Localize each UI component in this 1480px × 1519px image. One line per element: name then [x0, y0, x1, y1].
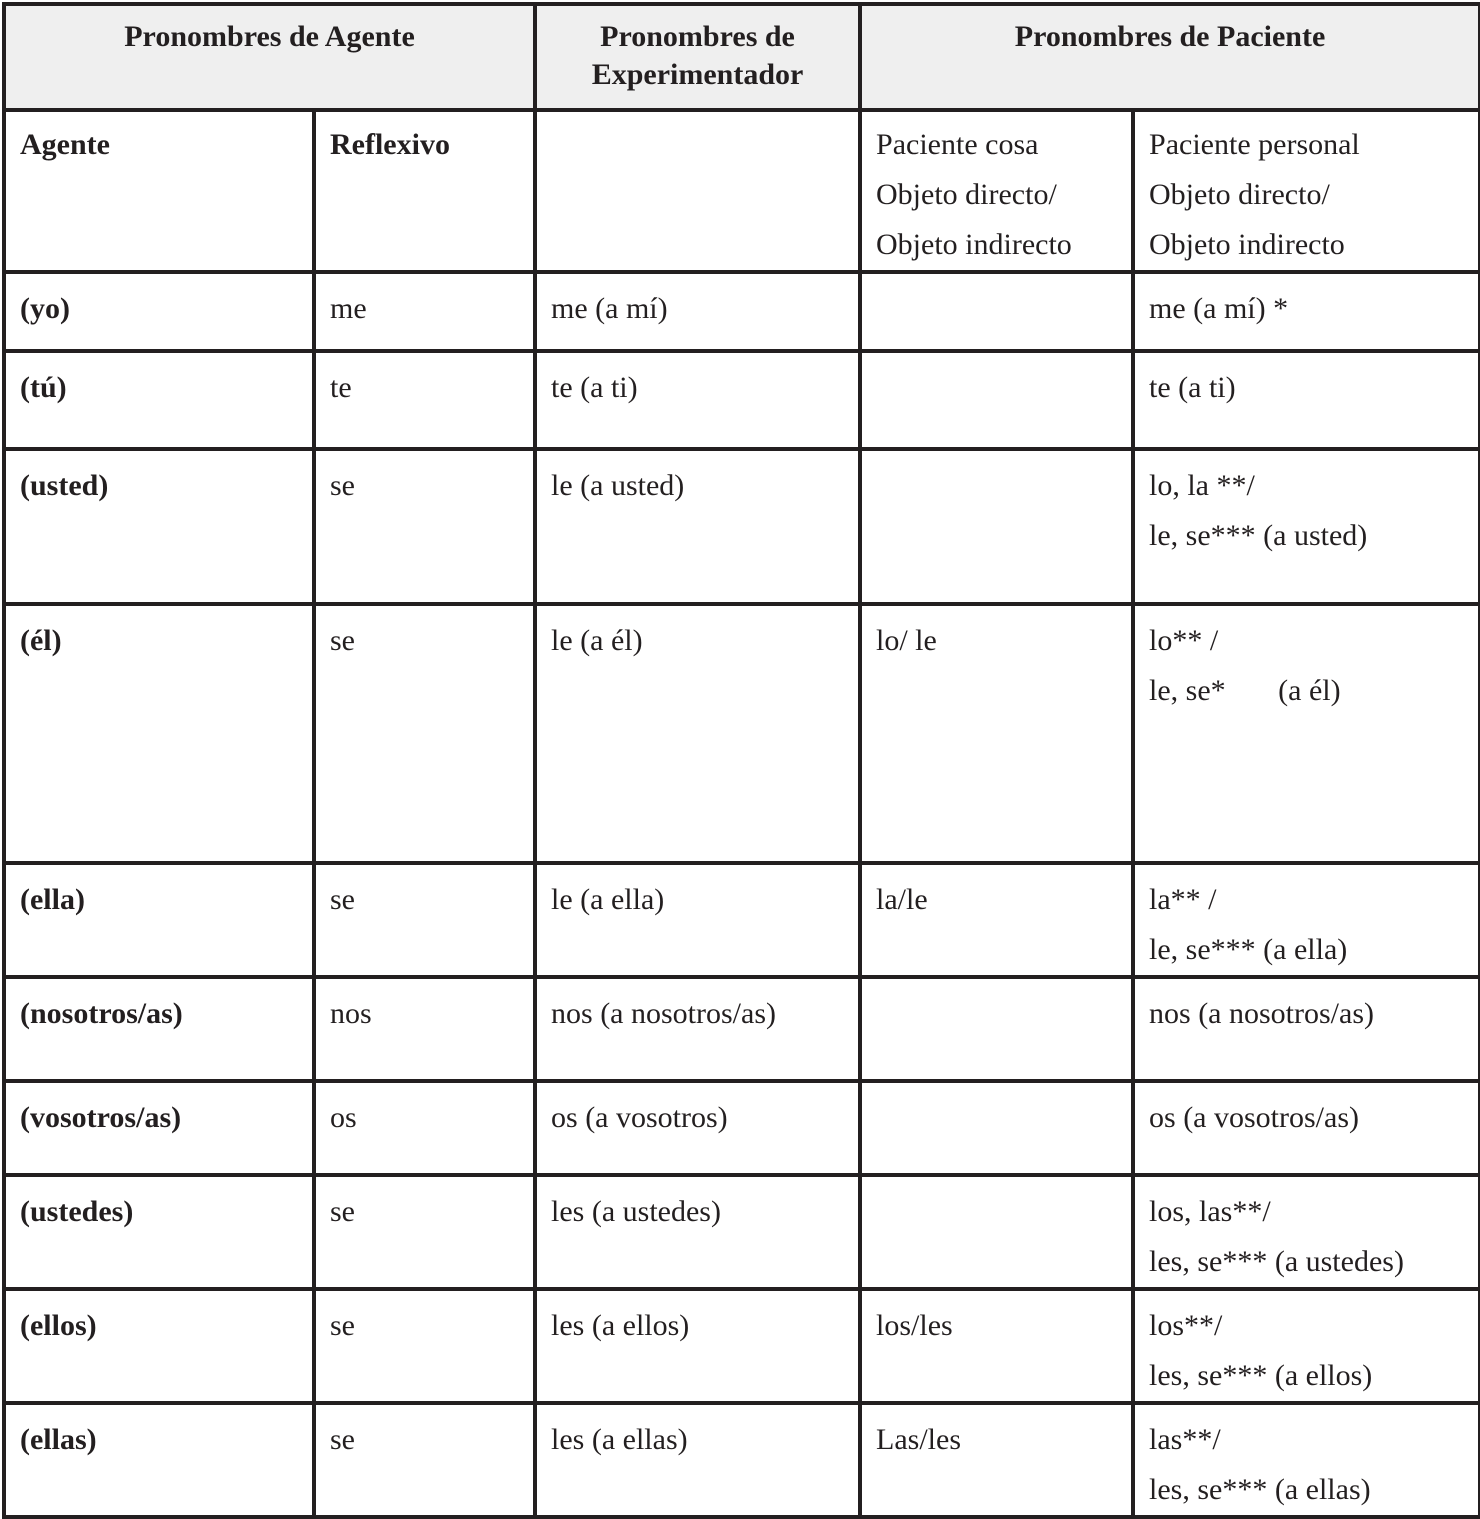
- header-paciente-cosa: [860, 110, 1133, 272]
- patient-personal-line: nos (a nosotros/as): [1149, 997, 1374, 1030]
- patient-personal-line: les, se*** (a ellos): [1149, 1359, 1373, 1392]
- header-experimentador-line1: Pronombres de: [600, 20, 795, 53]
- experiencer-cell: les (a ustedes): [535, 1175, 860, 1289]
- patient-personal-line: lo** /: [1149, 624, 1219, 657]
- patient-personal-line: les, se*** (a ellas): [1149, 1473, 1371, 1506]
- reflexive-cell: te: [314, 351, 535, 449]
- experiencer-cell: le (a ella): [535, 863, 860, 977]
- patient-personal-cell: [1133, 351, 1480, 449]
- header-experimentador-line2: Experimentador: [591, 58, 804, 91]
- patient-personal-cell: [1133, 449, 1480, 604]
- patient-personal-cell: [1133, 604, 1480, 863]
- patient-personal-line: los, las**/: [1149, 1195, 1271, 1228]
- header-reflexivo: Reflexivo: [314, 110, 535, 272]
- experiencer-cell: nos (a nosotros/as): [535, 977, 860, 1081]
- patient-thing-cell: [860, 1081, 1133, 1175]
- reflexive-cell: se: [314, 1175, 535, 1289]
- pronoun-table: [2, 2, 1480, 1519]
- patient-personal-line: os (a vosotros/as): [1149, 1101, 1359, 1134]
- patient-personal-cell: [1133, 1175, 1480, 1289]
- header-experimentador-group: [535, 4, 860, 110]
- patient-personal-line: lo, la **/: [1149, 469, 1255, 502]
- header-cosa-line: Objeto indirecto: [876, 228, 1072, 261]
- reflexive-cell: se: [314, 863, 535, 977]
- table-row: [4, 863, 1480, 977]
- patient-personal-line: las**/: [1149, 1423, 1221, 1456]
- patient-personal-cell: [1133, 272, 1480, 351]
- patient-personal-line: te (a ti): [1149, 371, 1236, 404]
- patient-personal-cell: [1133, 1081, 1480, 1175]
- table-row: [4, 1081, 1480, 1175]
- header-personal-line: Objeto directo/: [1149, 178, 1330, 211]
- experiencer-cell: les (a ellas): [535, 1403, 860, 1517]
- header-agente-group: Pronombres de Agente: [4, 4, 535, 110]
- agent-cell: (él): [4, 604, 314, 863]
- patient-thing-cell: [860, 449, 1133, 604]
- agent-cell: (tú): [4, 351, 314, 449]
- patient-thing-line: la/le: [876, 883, 928, 916]
- experiencer-cell: os (a vosotros): [535, 1081, 860, 1175]
- patient-personal-cell: [1133, 1403, 1480, 1517]
- table-row: [4, 449, 1480, 604]
- agent-cell: (vosotros/as): [4, 1081, 314, 1175]
- patient-thing-cell: [860, 977, 1133, 1081]
- agent-cell: (yo): [4, 272, 314, 351]
- table-row: [4, 351, 1480, 449]
- patient-personal-line: le, se* (a él): [1149, 674, 1341, 707]
- patient-personal-cell: [1133, 1289, 1480, 1403]
- patient-thing-cell: [860, 863, 1133, 977]
- header-experimentador-empty: [535, 110, 860, 272]
- patient-thing-line: lo/ le: [876, 624, 937, 657]
- experiencer-cell: le (a usted): [535, 449, 860, 604]
- patient-thing-line: Las/les: [876, 1423, 961, 1456]
- table-row: [4, 1289, 1480, 1403]
- patient-thing-cell: [860, 1403, 1133, 1517]
- table-row: [4, 604, 1480, 863]
- table-row: [4, 1175, 1480, 1289]
- header-personal-line: Paciente personal: [1149, 128, 1360, 161]
- patient-personal-line: le, se*** (a ella): [1149, 933, 1348, 966]
- reflexive-cell: nos: [314, 977, 535, 1081]
- header-agente: Agente: [4, 110, 314, 272]
- reflexive-cell: se: [314, 1289, 535, 1403]
- reflexive-cell: se: [314, 1403, 535, 1517]
- header-paciente-personal: [1133, 110, 1480, 272]
- agent-cell: (ellas): [4, 1403, 314, 1517]
- table-body: [4, 272, 1480, 1517]
- header-personal-line: Objeto indirecto: [1149, 228, 1345, 261]
- agent-cell: (ustedes): [4, 1175, 314, 1289]
- table-row: [4, 272, 1480, 351]
- table-row: [4, 1403, 1480, 1517]
- agent-cell: (usted): [4, 449, 314, 604]
- experiencer-cell: les (a ellos): [535, 1289, 860, 1403]
- patient-personal-line: le, se*** (a usted): [1149, 519, 1368, 552]
- patient-thing-cell: [860, 1289, 1133, 1403]
- patient-personal-line: los**/: [1149, 1309, 1223, 1342]
- patient-thing-cell: [860, 604, 1133, 863]
- table-row: [4, 977, 1480, 1081]
- reflexive-cell: os: [314, 1081, 535, 1175]
- reflexive-cell: se: [314, 604, 535, 863]
- agent-cell: (ella): [4, 863, 314, 977]
- patient-thing-line: los/les: [876, 1309, 953, 1342]
- patient-personal-line: les, se*** (a ustedes): [1149, 1245, 1404, 1278]
- experiencer-cell: te (a ti): [535, 351, 860, 449]
- agent-cell: (nosotros/as): [4, 977, 314, 1081]
- patient-personal-cell: [1133, 863, 1480, 977]
- patient-thing-cell: [860, 1175, 1133, 1289]
- reflexive-cell: se: [314, 449, 535, 604]
- header-cosa-line: Objeto directo/: [876, 178, 1057, 211]
- agent-cell: (ellos): [4, 1289, 314, 1403]
- reflexive-cell: me: [314, 272, 535, 351]
- patient-thing-cell: [860, 351, 1133, 449]
- header-paciente-group: Pronombres de Paciente: [860, 4, 1480, 110]
- header-cosa-line: Paciente cosa: [876, 128, 1039, 161]
- experiencer-cell: le (a él): [535, 604, 860, 863]
- header-group-row: [4, 4, 1480, 110]
- patient-personal-cell: [1133, 977, 1480, 1081]
- patient-personal-line: la** /: [1149, 883, 1217, 916]
- patient-thing-cell: [860, 272, 1133, 351]
- experiencer-cell: me (a mí): [535, 272, 860, 351]
- patient-personal-line: me (a mí) *: [1149, 292, 1289, 325]
- header-sub-row: [4, 110, 1480, 272]
